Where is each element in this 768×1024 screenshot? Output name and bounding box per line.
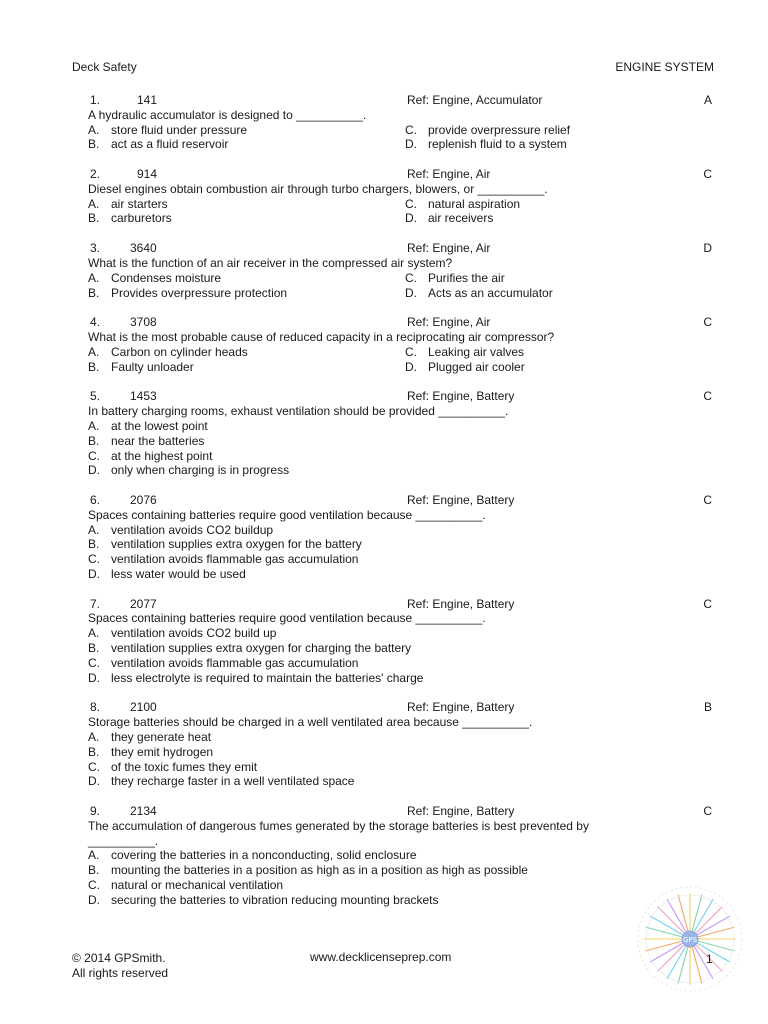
option-d [405, 286, 705, 301]
question-number: 9. [90, 804, 101, 818]
option-letter: C. [405, 122, 417, 137]
option-text: mounting the batteries in a position as high as in a position as high as possible [111, 863, 528, 878]
option-letter: B. [88, 359, 100, 374]
question-number: 2. [90, 167, 101, 182]
seal-text: GPS [682, 936, 698, 944]
option-letter: D. [88, 892, 100, 907]
question-ref: Ref: Engine, Battery [407, 596, 515, 611]
question-number: 8. [90, 700, 101, 715]
option-letter: C. [88, 877, 100, 892]
option-letter: D. [88, 670, 100, 685]
option-a [88, 345, 388, 360]
question-answer: C [703, 492, 712, 507]
question-id: 2134 [130, 804, 157, 818]
option-letter: D. [88, 463, 100, 478]
option-a [88, 123, 388, 138]
option-d [88, 774, 714, 789]
options [88, 271, 714, 301]
question-number: 3. [90, 241, 101, 256]
question [90, 597, 714, 686]
option-letter: A. [88, 626, 100, 641]
option-text: ventilation supplies extra oxygen for the battery [111, 537, 362, 552]
option-c [405, 271, 705, 286]
option-text: at the highest point [111, 448, 213, 463]
question-number: 4. [90, 315, 101, 330]
option-d [88, 567, 714, 582]
option-text: Faulty unloader [111, 359, 194, 374]
option-letter: C. [88, 759, 100, 774]
options [88, 345, 714, 375]
page-header [72, 60, 714, 76]
option-letter: A. [88, 344, 100, 359]
question-answer: C [703, 167, 712, 182]
option-text: ventilation avoids flammable gas accumulation [111, 655, 359, 670]
option-d [88, 671, 714, 686]
question-text: The accumulation of dangerous fumes generated by the storage batteries is best prevented by __________. [88, 818, 589, 848]
question-id: 914 [137, 167, 158, 182]
option-b [88, 360, 388, 375]
question-number: 1. [90, 93, 101, 107]
option-text: less electrolyte is required to maintain the batteries' charge [111, 670, 424, 685]
option-a [88, 523, 714, 538]
option-text: ventilation avoids CO2 buildup [111, 522, 274, 537]
question [90, 700, 714, 789]
option-text: provide overpressure relief [428, 122, 571, 137]
option-text: natural or mechanical ventilation [111, 877, 284, 892]
footer-url[interactable]: www.decklicenseprep.com [310, 950, 452, 964]
option-letter: B. [88, 137, 100, 152]
option-text: less water would be used [111, 566, 246, 581]
option-text: near the batteries [111, 433, 205, 448]
option-text: air starters [111, 196, 168, 211]
option-letter: C. [405, 270, 417, 285]
option-text: of the toxic fumes they emit [111, 759, 258, 774]
question-text: Spaces containing batteries require good ventilation because __________. [88, 507, 486, 522]
question-answer: D [703, 241, 712, 256]
options [88, 848, 714, 907]
option-letter: A. [88, 270, 100, 285]
option-letter: B. [88, 285, 100, 300]
question-answer: C [703, 389, 712, 404]
option-text: they recharge faster in a well ventilated space [111, 774, 355, 789]
option-letter: D. [88, 566, 100, 581]
page-number: 1 [706, 952, 713, 966]
question-ref: Ref: Engine, Battery [407, 700, 515, 715]
question-number: 5. [90, 389, 101, 404]
question-ref: Ref: Engine, Battery [407, 804, 515, 818]
question [90, 241, 714, 300]
options [88, 419, 714, 478]
option-a [88, 848, 714, 863]
option-b [88, 211, 388, 226]
option-b [88, 641, 714, 656]
footer-copyright: © 2014 GPSmith. [72, 951, 166, 965]
option-letter: A. [88, 848, 100, 863]
option-b [88, 137, 388, 152]
question-ref: Ref: Engine, Battery [407, 389, 515, 404]
options [88, 197, 714, 227]
option-d [88, 893, 714, 908]
option-c [405, 345, 705, 360]
option-a [88, 419, 714, 434]
options [88, 123, 714, 153]
question [90, 389, 714, 478]
option-a [88, 197, 388, 212]
question-id: 3640 [130, 241, 157, 256]
option-letter: C. [88, 552, 100, 567]
question-list [90, 93, 714, 922]
option-c [405, 123, 705, 138]
question-ref: Ref: Engine, Air [407, 241, 491, 256]
question-ref: Ref: Engine, Air [407, 315, 491, 330]
question [90, 315, 714, 374]
question-id: 2077 [130, 596, 157, 611]
option-b [88, 286, 388, 301]
option-text: ventilation avoids flammable gas accumulation [111, 552, 359, 567]
option-text: air receivers [428, 211, 494, 226]
option-text: they emit hydrogen [111, 744, 214, 759]
option-text: Carbon on cylinder heads [111, 344, 248, 359]
option-letter: B. [88, 537, 100, 552]
option-c [88, 449, 714, 464]
option-text: they generate heat [111, 729, 212, 744]
option-text: carburetors [111, 211, 172, 226]
question-id: 141 [137, 93, 158, 107]
option-b [88, 537, 714, 552]
option-letter: B. [88, 863, 100, 878]
option-letter: C. [88, 655, 100, 670]
question-answer: C [703, 315, 712, 330]
option-text: Acts as an accumulator [428, 285, 553, 300]
option-letter: C. [405, 344, 417, 359]
question-number: 6. [90, 492, 101, 507]
option-b [88, 434, 714, 449]
question-id: 2076 [130, 492, 157, 507]
option-letter: D. [405, 211, 417, 226]
option-c [405, 197, 705, 212]
option-text: only when charging is in progress [111, 463, 290, 478]
option-letter: B. [88, 744, 100, 759]
option-c [88, 656, 714, 671]
option-text: store fluid under pressure [111, 122, 248, 137]
question-answer: C [703, 804, 712, 818]
option-text: Leaking air valves [428, 344, 525, 359]
question [90, 93, 714, 152]
option-a [88, 730, 714, 745]
option-letter: A. [88, 418, 100, 433]
option-letter: A. [88, 522, 100, 537]
question-text: A hydraulic accumulator is designed to __________. [88, 107, 367, 122]
option-text: act as a fluid reservoir [111, 137, 229, 152]
question-text: Diesel engines obtain combustion air through turbo chargers, blowers, or __________. [88, 181, 548, 196]
option-b [88, 863, 714, 878]
question-ref: Ref: Engine, Air [407, 167, 491, 182]
option-text: Condenses moisture [111, 270, 222, 285]
option-letter: D. [405, 359, 417, 374]
question-text: What is the function of an air receiver in the compressed air system? [88, 255, 453, 270]
option-text: Provides overpressure protection [111, 285, 288, 300]
question-text: Spaces containing batteries require good ventilation because __________. [88, 611, 486, 626]
option-d [405, 211, 705, 226]
question-ref: Ref: Engine, Battery [407, 492, 515, 507]
footer-copyright-block [72, 951, 168, 981]
option-d [88, 463, 714, 478]
option-text: replenish fluid to a system [428, 137, 567, 152]
question-text: What is the most probable cause of reduced capacity in a reciprocating air compressor? [88, 330, 555, 345]
option-letter: D. [88, 774, 100, 789]
option-text: covering the batteries in a nonconducting, solid enclosure [111, 848, 417, 863]
options [88, 626, 714, 685]
option-text: at the lowest point [111, 418, 208, 433]
question-answer: B [703, 700, 712, 715]
question-answer: C [703, 596, 712, 611]
compass-rose-seal [624, 873, 756, 1005]
option-letter: B. [88, 641, 100, 656]
option-letter: B. [88, 211, 100, 226]
option-letter: A. [88, 196, 100, 211]
header-left: Deck Safety [72, 60, 137, 74]
question-text: In battery charging rooms, exhaust ventilation should be provided __________. [88, 404, 509, 419]
question-answer: A [703, 93, 712, 107]
question [90, 493, 714, 582]
question-text: Storage batteries should be charged in a well ventilated area because __________. [88, 715, 533, 730]
question [90, 804, 714, 908]
question-id: 3708 [130, 315, 157, 330]
option-letter: B. [88, 433, 100, 448]
option-text: Purifies the air [428, 270, 505, 285]
question-number: 7. [90, 596, 101, 611]
option-letter: A. [88, 729, 100, 744]
question-id: 2100 [130, 700, 157, 715]
option-d [405, 360, 705, 375]
option-b [88, 745, 714, 760]
question-ref: Ref: Engine, Accumulator [407, 93, 543, 107]
option-c [88, 760, 714, 775]
option-d [405, 137, 705, 152]
header-right: ENGINE SYSTEM [615, 60, 714, 74]
option-letter: A. [88, 122, 100, 137]
option-a [88, 626, 714, 641]
option-text: Plugged air cooler [428, 359, 525, 374]
option-a [88, 271, 388, 286]
options [88, 730, 714, 789]
option-c [88, 878, 714, 893]
option-letter: C. [88, 448, 100, 463]
options [88, 523, 714, 582]
option-text: natural aspiration [428, 196, 521, 211]
option-text: ventilation supplies extra oxygen for charging the battery [111, 641, 412, 656]
footer-rights: All rights reserved [72, 966, 169, 980]
question [90, 167, 714, 226]
question-id: 1453 [130, 389, 157, 404]
option-letter: C. [405, 196, 417, 211]
option-text: ventilation avoids CO2 build up [111, 626, 277, 641]
option-text: securing the batteries to vibration reducing mounting brackets [111, 892, 439, 907]
option-c [88, 552, 714, 567]
option-letter: D. [405, 285, 417, 300]
option-letter: D. [405, 137, 417, 152]
